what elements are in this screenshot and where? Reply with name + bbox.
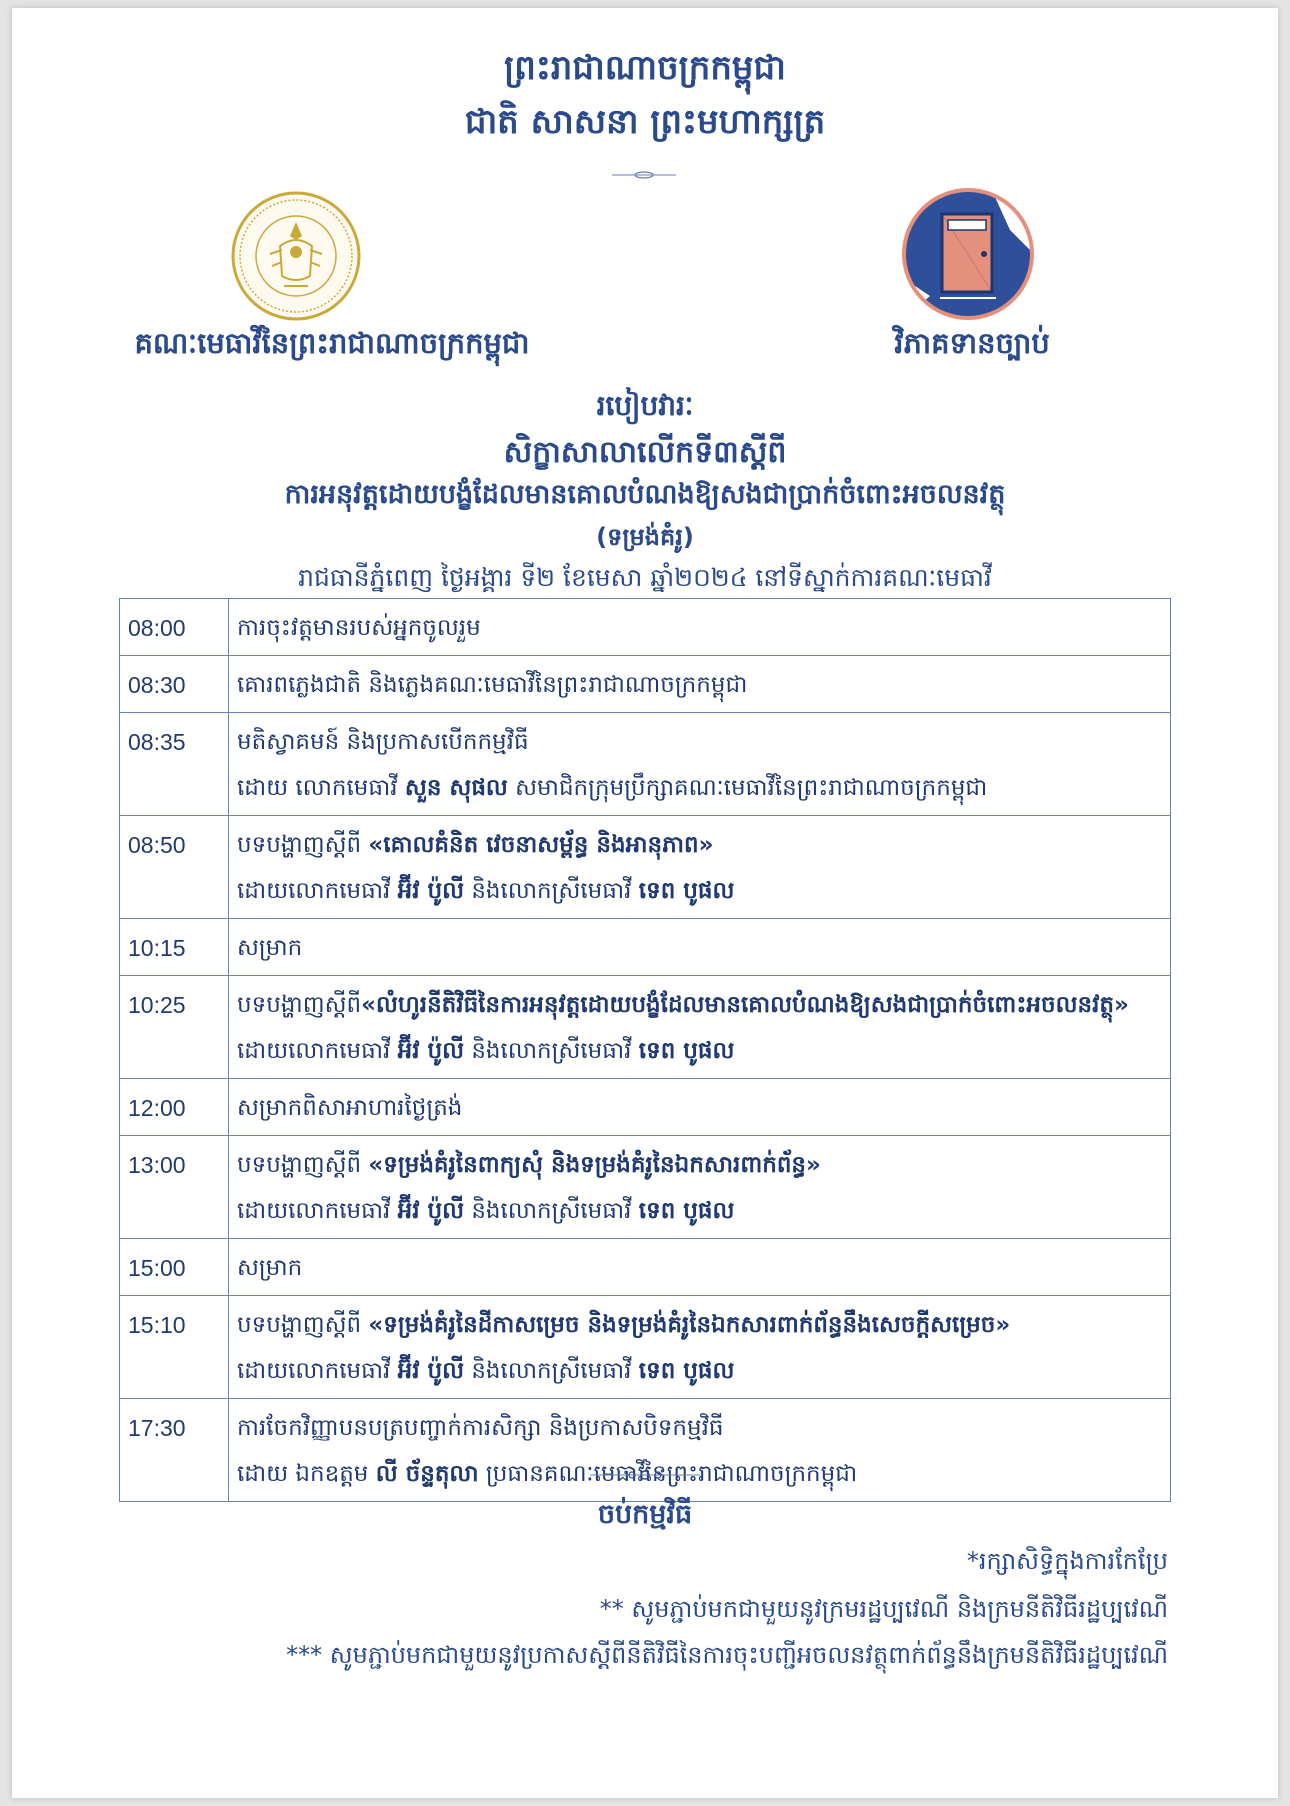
speaker-prefix: ដោយ ឯកឧត្តម xyxy=(237,1461,376,1487)
date-location-line: រាជធានីភ្នំពេញ ថ្ងៃអង្គារ ទី២ ខែមេសា ឆ្នាំ២០២៤ នៅទីស្នាក់ការគណៈមេធាវី xyxy=(298,563,992,592)
table-row xyxy=(120,1239,1171,1296)
end-of-program: ចប់កម្មវិធី xyxy=(597,1499,693,1530)
footnote: *រក្សាសិទ្ធិក្នុងការកែប្រែ xyxy=(966,1547,1168,1575)
document-page xyxy=(12,8,1278,1798)
speaker-line xyxy=(237,765,1162,811)
speaker-prefix: ដោយលោកមេធាវី xyxy=(237,1198,398,1224)
speaker-name: ទេព បូផល xyxy=(638,878,735,904)
activity-text: សម្រាក xyxy=(237,1255,303,1281)
table-row xyxy=(120,599,1171,656)
presentation-topic: «លំហូរនីតិវិធីនៃការអនុវត្តដោយបង្ខំដែលមានគោលបំណងឱ្យសងជាប្រាក់ចំពោះអចលនវត្ថុ» xyxy=(361,992,1129,1018)
time-cell: 13:00 xyxy=(120,1136,229,1239)
time-cell: 08:35 xyxy=(120,713,229,816)
time-cell: 08:00 xyxy=(120,599,229,656)
activity-text: សម្រាកពិសាអាហារថ្ងៃត្រង់ xyxy=(237,1095,463,1121)
header-ornament xyxy=(612,170,676,180)
speaker-name: អ៊ីវ ប៉ូលី xyxy=(397,1198,465,1224)
activity-text: គោរពភ្លេងជាតិ និងភ្លេងគណៈមេធាវីនៃព្រះរាជាណាចក្រកម្ពុជា xyxy=(237,672,748,698)
table-row xyxy=(120,1136,1171,1239)
speaker-connector: និងលោកស្រីមេធាវី xyxy=(464,1358,639,1384)
bar-council-name: គណៈមេធាវីនៃព្រះរាជាណាចក្រកម្ពុជា xyxy=(134,326,530,360)
kingdom-title: ព្រះរាជាណាចក្រកម្ពុជា xyxy=(504,48,786,88)
table-row xyxy=(120,1399,1171,1502)
presentation-topic: «ទម្រង់គំរូនៃពាក្យសុំ និងទម្រង់គំរូនៃឯកសារពាក់ព័ន្ធ» xyxy=(368,1152,821,1178)
agenda-label: របៀបវារៈ xyxy=(596,389,694,422)
footer-ornament xyxy=(590,1468,700,1482)
speaker-name: ទេព បូផល xyxy=(638,1198,735,1224)
speaker-connector: និងលោកស្រីមេធាវី xyxy=(464,1198,639,1224)
speaker-role: ប្រធានគណៈមេធាវីនៃព្រះរាជាណាចក្រកម្ពុជា xyxy=(478,1461,858,1487)
time-cell: 15:10 xyxy=(120,1296,229,1399)
activity-cell xyxy=(229,1399,1171,1502)
presentation-prefix: បទបង្ហាញស្តីពី xyxy=(237,992,362,1018)
time-cell: 12:00 xyxy=(120,1079,229,1136)
activity-text: សម្រាក xyxy=(237,935,303,961)
speaker-name: អ៊ីវ ប៉ូលី xyxy=(397,1358,465,1384)
activity-text: ការចុះវត្តមានរបស់អ្នកចូលរួម xyxy=(237,615,481,641)
legal-contribution-name: វិភាគទានច្បាប់ xyxy=(894,326,1050,360)
footnote: ** សូមភ្ជាប់មកជាមួយនូវក្រមរដ្ឋប្បវេណី និងក្រមនីតិវិធីរដ្ឋប្បវេណី xyxy=(599,1595,1168,1623)
agenda-table xyxy=(119,598,1171,1502)
presentation-topic: «គោលគំនិត វេចនាសម្ព័ន្ធ និងអានុភាព» xyxy=(368,832,714,858)
presentation-prefix: បទបង្ហាញស្តីពី xyxy=(237,832,369,858)
activity-cell xyxy=(229,816,1171,919)
activity-cell xyxy=(229,1136,1171,1239)
time-cell: 15:00 xyxy=(120,1239,229,1296)
table-row xyxy=(120,976,1171,1079)
speaker-name: ទេព បូផល xyxy=(638,1358,735,1384)
activity-cell xyxy=(229,919,1171,976)
activity-text: ការចែកវិញ្ញាបនបត្របញ្ចាក់ការសិក្សា និងប្រកាសបិទកម្មវិធី xyxy=(237,1415,724,1441)
presentation-line xyxy=(237,1142,1162,1188)
speaker-line xyxy=(237,1348,1162,1394)
speaker-prefix: ដោយលោកមេធាវី xyxy=(237,878,398,904)
seminar-subject: ការអនុវត្តដោយបង្ខំដែលមានគោលបំណងឱ្យសងជាប្រាក់ចំពោះអចលនវត្ថុ xyxy=(284,479,1006,510)
table-row xyxy=(120,656,1171,713)
speaker-prefix: ដោយលោកមេធាវី xyxy=(237,1358,398,1384)
activity-cell xyxy=(229,599,1171,656)
activity-cell xyxy=(229,1079,1171,1136)
national-motto: ជាតិ សាសនា ព្រះមហាក្សត្រ xyxy=(464,102,826,142)
speaker-line xyxy=(237,1188,1162,1234)
draft-label: (ទម្រង់គំរូ) xyxy=(596,523,694,551)
presentation-topic: «ទម្រង់គំរូនៃដីកាសម្រេច និងទម្រង់គំរូនៃឯកសារពាក់ព័ន្ធនឹងសេចក្តីសម្រេច» xyxy=(368,1312,1011,1338)
speaker-prefix: ដោយ លោកមេធាវី xyxy=(237,775,405,801)
time-cell: 08:50 xyxy=(120,816,229,919)
activity-text: មតិស្វាគមន៍ និងប្រកាសបើកកម្មវិធី xyxy=(237,729,529,755)
activity-cell xyxy=(229,656,1171,713)
presentation-line xyxy=(237,1302,1162,1348)
speaker-line xyxy=(237,868,1162,914)
speaker-name: អ៊ីវ ប៉ូលី xyxy=(397,1038,465,1064)
speaker-prefix: ដោយលោកមេធាវី xyxy=(237,1038,398,1064)
presentation-prefix: បទបង្ហាញស្តីពី xyxy=(237,1312,369,1338)
time-cell: 10:25 xyxy=(120,976,229,1079)
speaker-name: អ៊ីវ ប៉ូលី xyxy=(397,878,465,904)
activity-cell xyxy=(229,713,1171,816)
time-cell: 17:30 xyxy=(120,1399,229,1502)
activity-cell xyxy=(229,1296,1171,1399)
time-cell: 10:15 xyxy=(120,919,229,976)
presentation-line xyxy=(237,982,1162,1028)
speaker-connector: និងលោកស្រីមេធាវី xyxy=(464,878,639,904)
speaker-role: សមាជិកក្រុមប្រឹក្សាគណៈមេធាវីនៃព្រះរាជាណាចក្រកម្ពុជា xyxy=(507,775,988,801)
speaker-name: លី ច័ន្ទតុលា xyxy=(375,1461,479,1487)
table-row xyxy=(120,1079,1171,1136)
table-row xyxy=(120,919,1171,976)
speaker-name: ទេព បូផល xyxy=(638,1038,735,1064)
table-row xyxy=(120,1296,1171,1399)
footnote: *** សូមភ្ជាប់មកជាមួយនូវប្រកាសស្តីពីនីតិវិធីនៃការចុះបញ្ជីអចលនវត្ថុពាក់ព័ន្ធនឹងក្រមនីតិវិធីរដ្ឋប្បវេណី xyxy=(286,1641,1168,1669)
bar-council-seal-icon xyxy=(230,190,362,322)
table-row xyxy=(120,713,1171,816)
activity-cell xyxy=(229,976,1171,1079)
presentation-line xyxy=(237,822,1162,868)
speaker-line xyxy=(237,1028,1162,1074)
activity-cell xyxy=(229,1239,1171,1296)
speaker-name: សួន សុផល xyxy=(404,775,508,801)
seminar-title: សិក្ខាសាលាលើកទី៣ស្តីពី xyxy=(503,435,787,470)
speaker-connector: និងលោកស្រីមេធាវី xyxy=(464,1038,639,1064)
table-row xyxy=(120,816,1171,919)
legal-contribution-logo-icon xyxy=(900,186,1036,322)
time-cell: 08:30 xyxy=(120,656,229,713)
presentation-prefix: បទបង្ហាញស្តីពី xyxy=(237,1152,369,1178)
